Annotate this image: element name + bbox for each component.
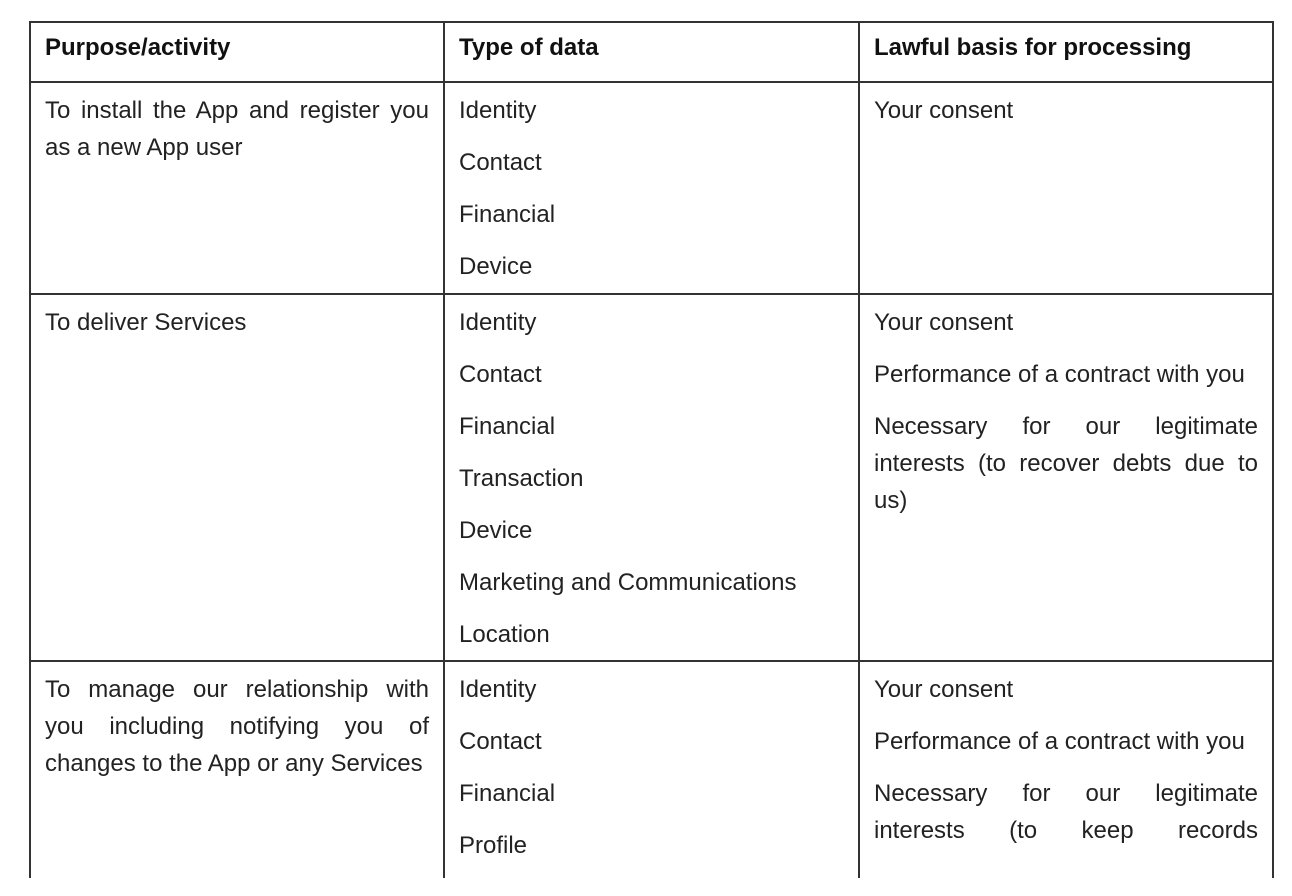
- header-lawful-basis: Lawful basis for processing: [874, 34, 1192, 61]
- data-type-item: Location: [459, 621, 550, 648]
- lawful-basis-cell: [860, 295, 1272, 660]
- purpose-text: To manage our relationship with you including notifying you of changes to the App or any Services: [45, 676, 429, 777]
- data-type-item: Transaction: [459, 465, 584, 492]
- purpose-text: To install the App and register you as a new App user: [45, 97, 429, 161]
- data-type-item: Contact: [459, 728, 542, 755]
- table-header-row: [31, 23, 1272, 83]
- purpose-text: To deliver Services: [45, 309, 247, 336]
- header-purpose: Purpose/activity: [31, 23, 445, 81]
- data-type-item: Financial: [459, 413, 556, 440]
- lawful-basis-item: Performance of a contract with you: [874, 728, 1245, 755]
- lawful-basis-item: Performance of a contract with you: [874, 361, 1245, 388]
- data-type-item: Identity: [459, 309, 537, 336]
- purpose-cell: [31, 83, 445, 293]
- data-type-item: Device: [459, 253, 533, 280]
- data-type-item: Financial: [459, 201, 556, 228]
- lawful-basis-item: Necessary for our legitimate interests (to keep records: [874, 780, 1258, 844]
- data-type-item: Device: [459, 517, 533, 544]
- lawful-basis-item: Necessary for our legitimate interests (to recover debts due to us): [874, 413, 1258, 514]
- purpose-cell: [31, 295, 445, 660]
- lawful-basis-cell: [860, 662, 1272, 878]
- data-types-cell: [445, 83, 860, 293]
- lawful-basis-item: Your consent: [874, 97, 1014, 124]
- data-type-item: Marketing and Communications: [459, 569, 797, 596]
- data-types-cell: [445, 295, 860, 660]
- data-type-item: Financial: [459, 780, 556, 807]
- header-type-of-data: Type of data: [445, 23, 860, 81]
- lawful-basis-cell: [860, 83, 1272, 293]
- data-type-item: Profile: [459, 832, 528, 859]
- data-processing-table: [29, 21, 1274, 878]
- lawful-basis-item: Your consent: [874, 676, 1014, 703]
- data-type-item: Contact: [459, 149, 542, 176]
- table-row: [31, 662, 1272, 878]
- data-type-item: Contact: [459, 361, 542, 388]
- data-type-item: Identity: [459, 97, 537, 124]
- data-types-cell: [445, 662, 860, 878]
- table-row: [31, 295, 1272, 662]
- purpose-cell: [31, 662, 445, 878]
- table-row: [31, 83, 1272, 295]
- lawful-basis-item: Your consent: [874, 309, 1014, 336]
- data-type-item: Identity: [459, 676, 537, 703]
